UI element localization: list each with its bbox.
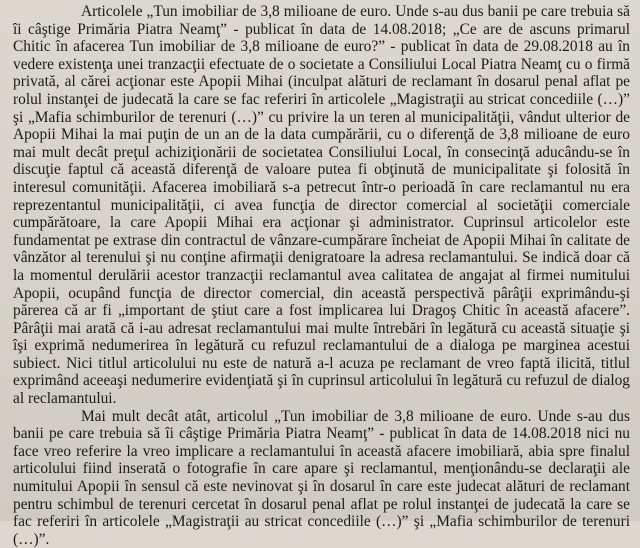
paragraph-further-argument bbox=[13, 408, 630, 548]
paragraph-text: Articolele „Tun imobiliar de 3,8 milioane de euro. Unde s-au dus banii pe care trebuia să îi câştige Primăria Piatra Neamţ” - publicat în data de 14.08.2018; „Ce are de ascuns primarul Chitic în afacerea Tun imobiliar de 3,8 milioane de euro?” - publicat în data de 29.08.2018 au în vedere existenţa unei tranzacţii efectuate de o societate a Consiliului Local Piatra Neamţ cu o firmă privată, al cărei acţionar este Apopii Mihai (inculpat alături de reclamant în dosarul penal aflat pe rolul instanţei de judecată la care se fac referiri în articolele „Magistraţii au stricat concediile (…)” şi „Mafia schimburilor de terenuri (…)” cu privire la un teren al municipalităţii, vândut ulterior de Apopii Mihai la mai puţin de un an de la data cumpărării, cu o diferenţă de 3,8 milioane de euro mai mult decât preţul achiziţionării de societatea Consiliului Local, în consecinţă aducându-se în discuţie faptul că această diferenţă de valoare putea fi obţinută de municipalitate şi folosită în interesul comunităţii. Afacerea imobiliară s-a petrecut într-o perioadă în care reclamantul nu era reprezentantul municipalităţii, ci avea funcţia de director comercial al societăţii comerciale cumpărătoare, la care Apopii Mihai era acţionar şi administrator. Cuprinsul articolelor este fundamentat pe extrase din contractul de vânzare-cumpărare încheiat de Apopii Mihai în calitate de vânzător al terenului şi nu conţine afirmaţii denigratoare la adresa reclamantului. Se indică doar că la momentul derulării acestor tranzacţii reclamantul avea calitatea de angajat al firmei numitului Apopii, ocupând funcţia de director comercial, din această perspectivă pârâţii exprimându-şi părerea că ar fi „important de ştiut care a fost implicarea lui Dragoş Chitic în această afacere”. Pârâţii mai arată că i-au adresat reclamantului mai multe întrebări în legătură cu această situaţie şi îşi exprimă nedumerirea în legătură cu refuzul reclamantului de a dialoga pe marginea acestui subiect. Nici titlul articolului nu este de natură a-l acuza pe reclamant de vreo faptă ilicită, titlul exprimând aceeaşi nedumerire evidenţiată şi în cuprinsul articolului în legătură cu refuzul de dialog al reclamantului. bbox=[13, 3, 630, 408]
paragraph-articles-summary bbox=[13, 3, 630, 408]
paragraph-text: Mai mult decât atât, articolul „Tun imobiliar de 3,8 milioane de euro. Unde s-au dus banii pe care trebuia să îi câştige Primăria Piatra Neamţ” - publicat în data de 14.08.2018 nici nu face vreo referire la vreo implicare a reclamantului în această afacere imobiliară, abia spre finalul articolului fiind inserată o fotografie în care apare şi reclamantul, menţionându-se declaraţii ale numitului Apopii în sensul că este nevinovat şi în dosarul în care este judecat alături de reclamant pentru schimbul de terenuri cercetat în dosarul penal aflat pe rolul instanţei de judecată la care se fac referiri în articolele „Magistraţii au stricat concediile (…)” şi „Mafia schimburilor de terenuri (…)”. bbox=[13, 407, 630, 548]
